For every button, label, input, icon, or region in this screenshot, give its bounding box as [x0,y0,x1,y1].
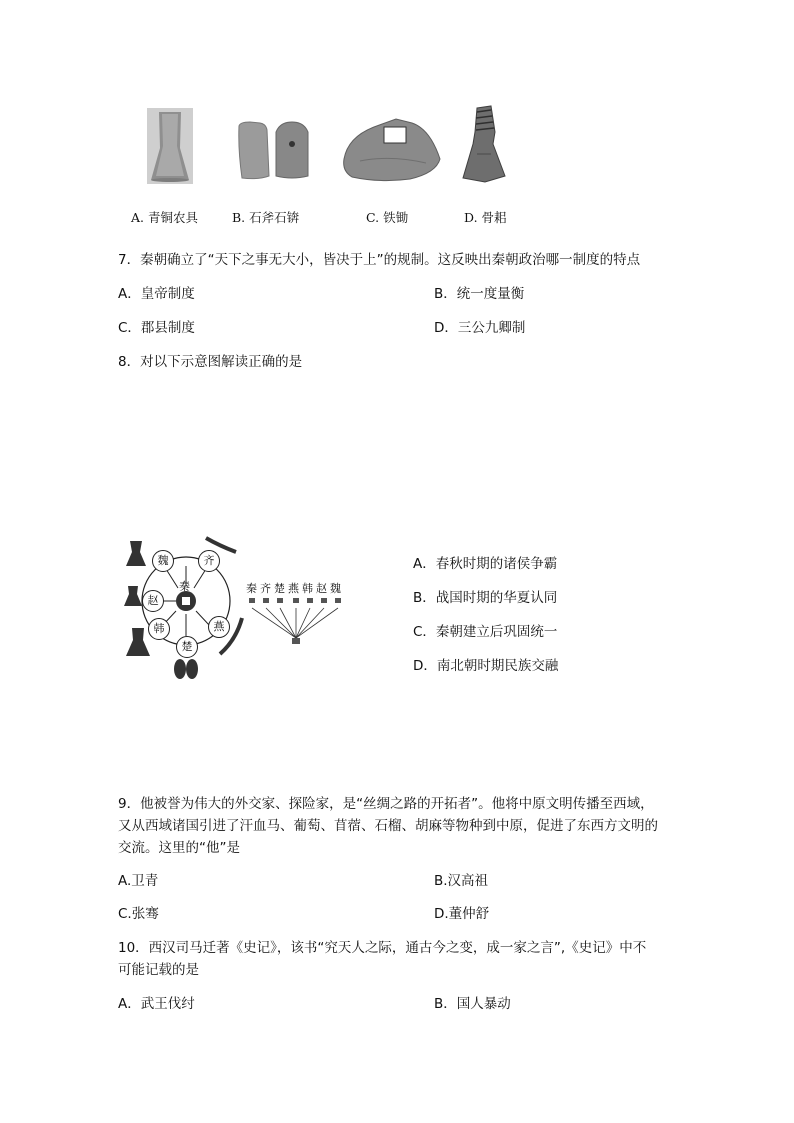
option-d-caption: D. 骨耜 [464,210,507,225]
q7-option-d: D．三公九卿制 [434,320,526,336]
state-qi-label: 齐 [198,550,220,572]
state-chu-label: 楚 [176,636,198,658]
fan-header-states: 秦齐楚燕韩赵魏 [246,582,344,595]
option-a-caption: A. 青铜农具 [131,210,198,225]
q9-option-a: A.卫青 [118,873,159,889]
q10-stem-line-1: 10．西汉司马迁著《史记》，该书“究天人之际，通古今之变，成一家之言”,《史记》中不 [118,940,647,956]
q7-option-a: A．皇帝制度 [118,286,195,302]
q7-stem: 7．秦朝确立了“天下之事无大小，皆决于上”的规制。这反映出秦朝政治哪一制度的特点 [118,252,641,268]
state-yan-label: 燕 [208,616,230,638]
q9-option-d: D.董仲舒 [434,906,490,922]
q8-option-b: B．战国时期的华夏认同 [413,590,558,606]
state-wei-label: 魏 [152,550,174,572]
q10-stem-line-2: 可能记载的是 [118,962,199,978]
option-c-caption: C. 铁锄 [366,210,409,225]
state-han-label: 韩 [148,618,170,640]
q8-option-d: D．南北朝时期民族交融 [413,658,559,674]
bronze-tool-image [147,108,193,184]
unification-diagram [124,536,350,684]
option-b-caption: B. 石斧石锛 [232,210,300,225]
stone-axe-adze-image [236,120,310,182]
q10-option-a: A．武王伐纣 [118,996,195,1012]
q9-option-c: C.张骞 [118,906,159,922]
iron-hoe-image [340,115,444,185]
q9-stem-line-1: 9．他被誉为伟大的外交家、探险家，是“丝绸之路的开拓者”。他将中原文明传播至西域， [118,796,654,812]
q8-option-c: C．秦朝建立后巩固统一 [413,624,558,640]
q9-option-b: B.汉高祖 [434,873,489,889]
q9-stem-line-3: 交流。这里的“他”是 [118,840,240,856]
center-qin-label: 秦 [179,580,190,593]
bone-spade-image [461,104,507,184]
q10-option-b: B．国人暴动 [434,996,511,1012]
state-zhao-label: 赵 [142,590,164,612]
q8-stem: 8．对以下示意图解读正确的是 [118,354,303,370]
q7-option-c: C．郡县制度 [118,320,195,336]
q9-stem-line-2: 又从西域诸国引进了汗血马、葡萄、苜蓿、石榴、胡麻等物种到中原，促进了东西方文明的 [118,818,658,834]
q8-option-a: A．春秋时期的诸侯争霸 [413,556,558,572]
q7-option-b: B．统一度量衡 [434,286,525,302]
